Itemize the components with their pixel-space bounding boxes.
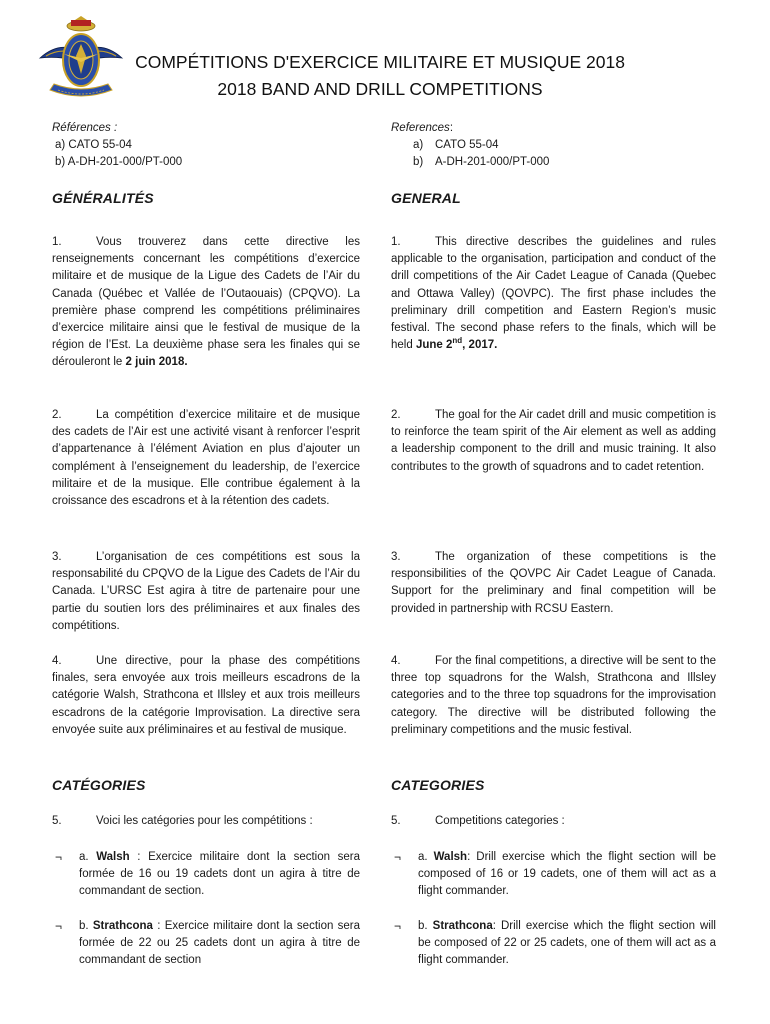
heading-categories-en: CATEGORIES <box>391 777 485 793</box>
paragraph-5-en <box>391 813 716 830</box>
paragraph-number: 2. <box>391 409 401 421</box>
paragraph-2-en <box>391 407 716 476</box>
paragraph-number: 5. <box>52 815 62 827</box>
paragraph-text: L’organisation de ces compétitions est sous la responsabilité du CPQVO de la Ligue des Cadets de l’Air du Canada. L’URSC Est agira à titre de partenaire pour une partie du soutien lors des préliminaires et aux finales des compétitions. <box>52 551 360 632</box>
paragraph-3-en <box>391 549 716 618</box>
references-label-en: References <box>391 122 450 134</box>
bullet-icon: ¬ <box>55 919 63 933</box>
category-description: : Exercice militaire dont la section sera formée de 16 ou 19 cadets dont un agira à titre de commandant de section. <box>79 851 361 898</box>
category-strathcona-fr <box>55 918 361 970</box>
category-strathcona-en <box>394 918 716 970</box>
paragraph-number: 3. <box>391 551 401 563</box>
paragraph-number: 5. <box>391 815 401 827</box>
references-fr <box>52 120 182 172</box>
paragraph-date-bold <box>415 336 498 352</box>
paragraph-number: 4. <box>52 655 62 667</box>
references-colon-en: : <box>449 122 454 134</box>
item-prefix: b. <box>418 920 428 932</box>
paragraph-text: This directive describes the guidelines and rules applicable to the organisation, participation and conduct of the drill competitions of the Air Cadet League of Canada (Quebec and Ottawa Valley) (QOVPC). The first phase includes the preliminary drill competition and Eastern Region’s music festival. The second phase refers to the finals, which will be held <box>391 236 716 352</box>
paragraph-text: The goal for the Air cadet drill and music competition is to reinforce the team spirit of the Air element as well as adding a leadership component to the drill and music training. It also contributes to the growth of squadrons and to cadet retention. <box>391 409 716 473</box>
item-prefix: b. <box>79 920 89 932</box>
paragraph-number: 2. <box>52 409 62 421</box>
references-en <box>391 120 549 172</box>
item-prefix: a. <box>79 851 89 863</box>
paragraph-1-en <box>391 234 716 354</box>
paragraph-number: 1. <box>52 236 62 248</box>
category-name: Walsh <box>96 851 130 863</box>
paragraph-1-fr <box>52 234 360 372</box>
paragraph-number: 1. <box>391 236 401 248</box>
paragraph-text: For the final competitions, a directive will be sent to the three top squadrons for the Walsh, Strathcona and Illsley categories and to the three top squadrons for the improvisation category. The directive will be distributed following the preliminary competitions and the music festival. <box>391 655 716 736</box>
paragraph-text: Competitions categories : <box>435 815 565 827</box>
item-prefix: a. <box>418 851 428 863</box>
bullet-icon: ¬ <box>394 850 402 864</box>
heading-categories-fr: CATÉGORIES <box>52 777 146 793</box>
date-suffix: nd <box>452 336 463 346</box>
paragraph-4-en <box>391 653 716 739</box>
reference-b-en <box>391 154 549 171</box>
paragraph-text: Une directive, pour la phase des compétitions finales, sera envoyée aux trois meilleurs escadrons de la catégorie Walsh, Strathcona et Illsley et aux trois meilleurs escadrons de la catégorie Improvisation. La directive sera envoyée suite aux préliminaires et au festival de musique. <box>52 655 360 736</box>
paragraph-text: Voici les catégories pour les compétitions : <box>96 815 313 827</box>
date-year: , 2017. <box>462 339 498 352</box>
reference-b-letter-en: b) <box>413 156 424 169</box>
bullet-icon: ¬ <box>394 919 402 933</box>
reference-a-en <box>391 137 549 154</box>
category-name: Strathcona <box>432 920 493 932</box>
air-cadet-crest-logo <box>38 12 124 102</box>
reference-b-fr: b) A-DH-201-000/PT-000 <box>55 156 183 169</box>
heading-general: GENERAL <box>391 190 461 206</box>
heading-generalites: GÉNÉRALITÉS <box>52 190 154 206</box>
reference-a-text-en: CATO 55-04 <box>435 139 499 152</box>
paragraph-number: 3. <box>52 551 62 563</box>
date-main: June 2 <box>415 339 453 352</box>
paragraph-number: 4. <box>391 655 401 667</box>
references-label-fr: Références : <box>52 122 118 134</box>
category-description: : Exercice militaire dont la section sera formée de 22 ou 25 cadets dont un agira à titre de commandant de section <box>79 920 361 967</box>
title-french: COMPÉTITIONS D'EXERCICE MILITAIRE ET MUSIQUE 2018 <box>135 52 625 72</box>
paragraph-5-fr <box>52 813 360 830</box>
reference-a-letter-en: a) <box>413 139 424 152</box>
paragraph-2-fr <box>52 407 360 510</box>
paragraph-text: Vous trouverez dans cette directive les renseignements concernant les compétitions d’exercice militaire et de musique de la Ligue des Cadets de l’Air du Canada (Québec et Vallée de l’Outaouais) (CPQVO). La première phase comprend les compétitions préliminaires d’exercice militaire ainsi que le festival de musique de la région de l’Est. La deuxième phase sera les finales qui se dérouleront le <box>52 236 360 369</box>
category-description: : Drill exercise which the flight section will be composed of 16 or 19 cadets, one of them will act as a flight commander. <box>418 851 716 898</box>
bullet-icon: ¬ <box>55 850 63 864</box>
paragraph-text: The organization of these competitions is the responsibilities of the QOVPC Air Cadet League of Canada. Support for the preliminary and final competition will be provided in partnership with RCSU Eastern. <box>391 551 716 615</box>
references-label-row-en <box>391 120 549 137</box>
category-name: Walsh <box>433 851 468 863</box>
paragraph-4-fr <box>52 653 360 739</box>
paragraph-text: La compétition d’exercice militaire et de musique des cadets de l’Air est une activité visant à renforcer l’esprit d’appartenance à l’élément Aviation en plus d’ajouter un complément à l’enseignement du leadership, de l’exercice militaire et de la musique. Elle contribue également à la croissance des escadrons et à la rétention des cadets. <box>52 409 360 508</box>
reference-a-fr: a) CATO 55-04 <box>55 139 132 152</box>
category-description: : Drill exercise which the flight section will be composed of 22 or 25 cadets, one of them will act as a flight commander. <box>418 920 716 967</box>
title-english: 2018 BAND AND DRILL COMPETITIONS <box>217 79 543 99</box>
category-walsh-en <box>394 849 716 901</box>
category-walsh-fr <box>55 849 361 901</box>
category-name: Strathcona <box>92 920 153 932</box>
paragraph-date-bold: 2 juin 2018. <box>125 356 188 369</box>
paragraph-3-fr <box>52 549 360 635</box>
reference-b-text-en: A-DH-201-000/PT-000 <box>435 156 550 169</box>
